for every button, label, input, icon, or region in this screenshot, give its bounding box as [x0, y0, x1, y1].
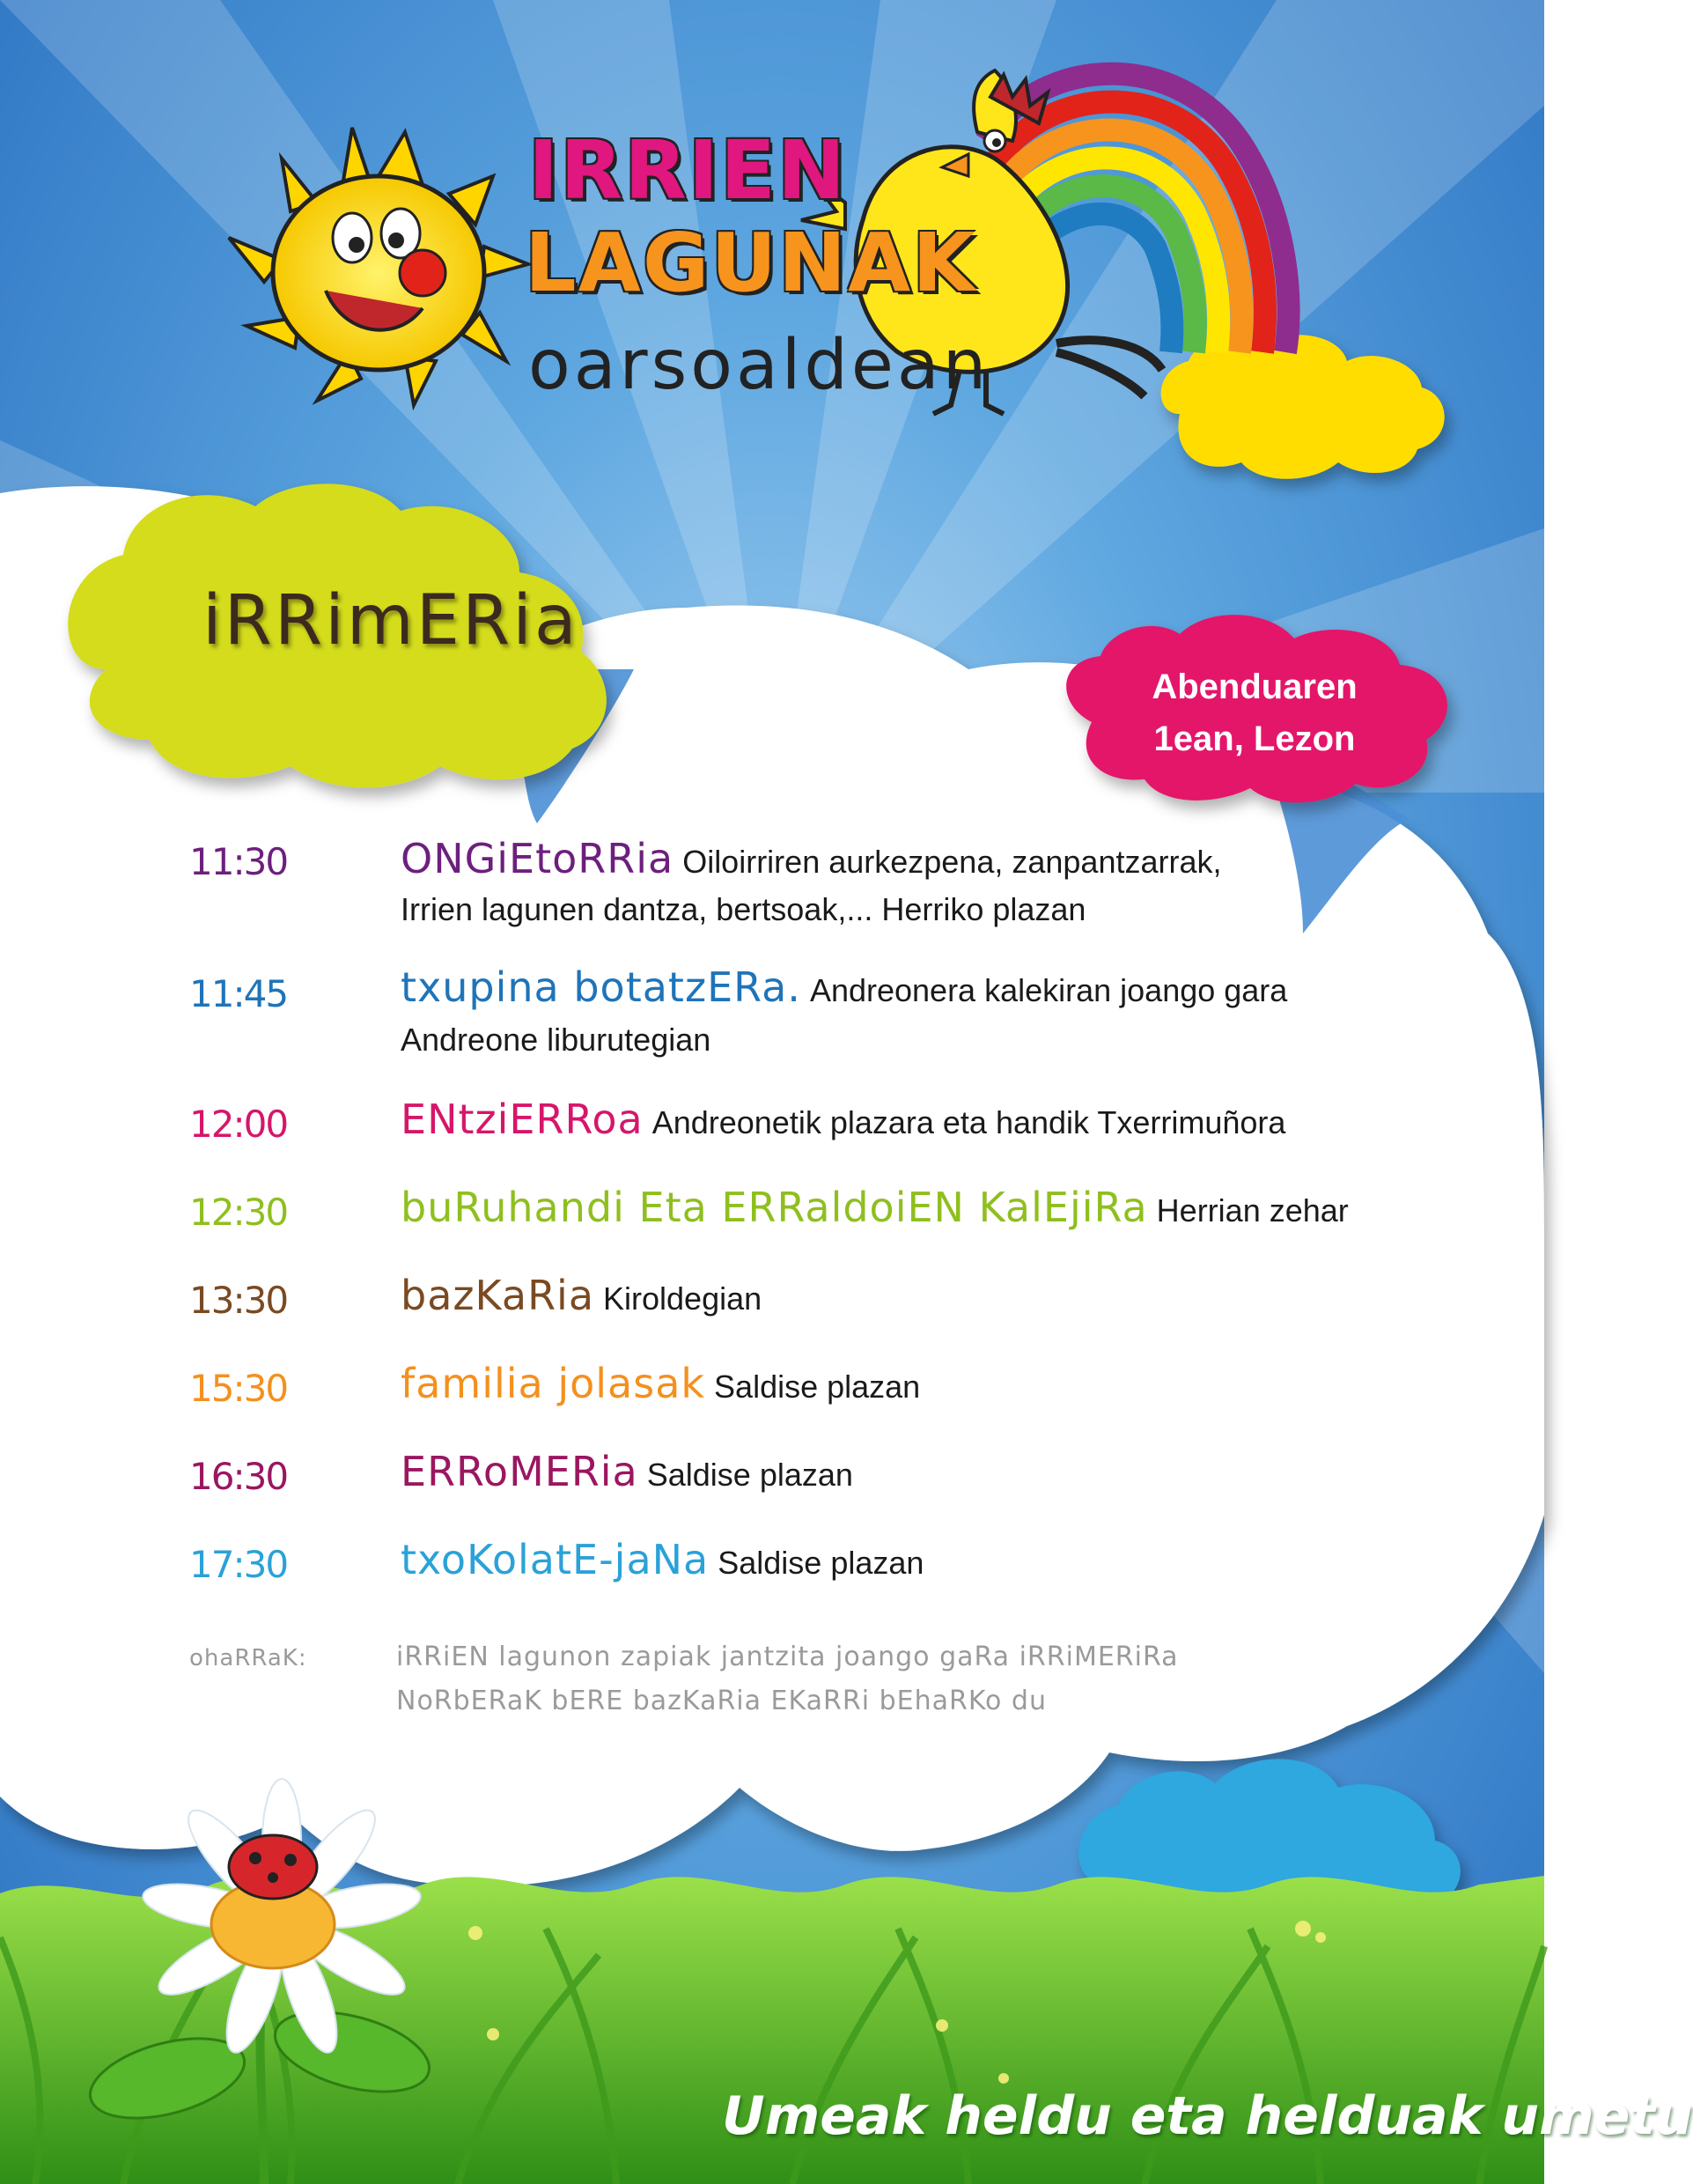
schedule-title: txupina botatzERa. [401, 963, 801, 1011]
schedule-description-line-2: Irrien lagunen dantza, bertsoak,... Herriko plazan [401, 891, 1086, 927]
schedule-time: 17:30 [189, 1543, 288, 1586]
schedule-entry [401, 1096, 1285, 1143]
schedule-entry [401, 835, 1222, 882]
logo-line-irrien: IRRIEN [528, 123, 847, 218]
schedule-entry [401, 1272, 762, 1319]
date-line-2: 1ean, Lezon [1153, 719, 1356, 758]
schedule-description: Andreonera kalekiran joango gara [809, 972, 1288, 1008]
notes-label: ohaRRaK: [189, 1645, 307, 1671]
schedule-description: Saldise plazan [714, 1369, 921, 1405]
logo-line-lagunak: LAGUNAK [525, 216, 977, 310]
schedule-title: ONGiEtoRRia [401, 835, 674, 882]
schedule-entry [401, 963, 1287, 1011]
yellow-cloud [1161, 335, 1445, 478]
schedule-time: 11:30 [189, 840, 288, 883]
schedule-title: ENtziERRoa [401, 1096, 644, 1143]
schedule-time: 15:30 [189, 1367, 288, 1410]
schedule-entry [401, 1448, 853, 1495]
schedule-time: 13:30 [189, 1279, 288, 1322]
schedule-time: 12:30 [189, 1191, 288, 1234]
schedule-title: ERRoMERia [401, 1448, 638, 1495]
schedule-description: Andreonetik plazara eta handik Txerrimuñora [651, 1104, 1286, 1140]
event-title: iRRimERia [202, 581, 579, 660]
date-line-1: Abenduaren [1152, 668, 1358, 706]
schedule-entry [401, 1184, 1349, 1231]
note-line-1: iRRiEN lagunon zapiak jantzita joango gaRa iRRiMERiRa [396, 1642, 1179, 1672]
schedule-description: Saldise plazan [718, 1545, 924, 1581]
schedule-title: txoKolatE-jaNa [401, 1536, 710, 1583]
schedule-entry [401, 1360, 920, 1407]
logo-line-oarsoaldean: oarsoaldean [528, 326, 990, 405]
note-line-2: NoRbERaK bERE bazKaRia EKaRRi bEhaRKo du [396, 1686, 1047, 1716]
schedule-title: familia jolasak [401, 1360, 706, 1407]
schedule-description: Herrian zehar [1156, 1192, 1349, 1228]
schedule-description: Oiloirriren aurkezpena, zanpantzarrak, [682, 844, 1222, 880]
schedule-time: 12:00 [189, 1103, 288, 1146]
schedule-time: 16:30 [189, 1455, 288, 1498]
schedule-description: Saldise plazan [646, 1457, 853, 1493]
schedule-title: buRuhandi Eta ERRaldoiEN KalEjiRa [401, 1184, 1148, 1231]
schedule-entry [401, 1536, 924, 1583]
schedule-description-line-2: Andreone liburutegian [401, 1022, 711, 1058]
schedule-time: 11:45 [189, 972, 288, 1015]
slogan: Umeak heldu eta helduak umetu [722, 2085, 1693, 2147]
schedule-title: bazKaRia [401, 1272, 595, 1319]
schedule-description: Kiroldegian [603, 1280, 762, 1317]
